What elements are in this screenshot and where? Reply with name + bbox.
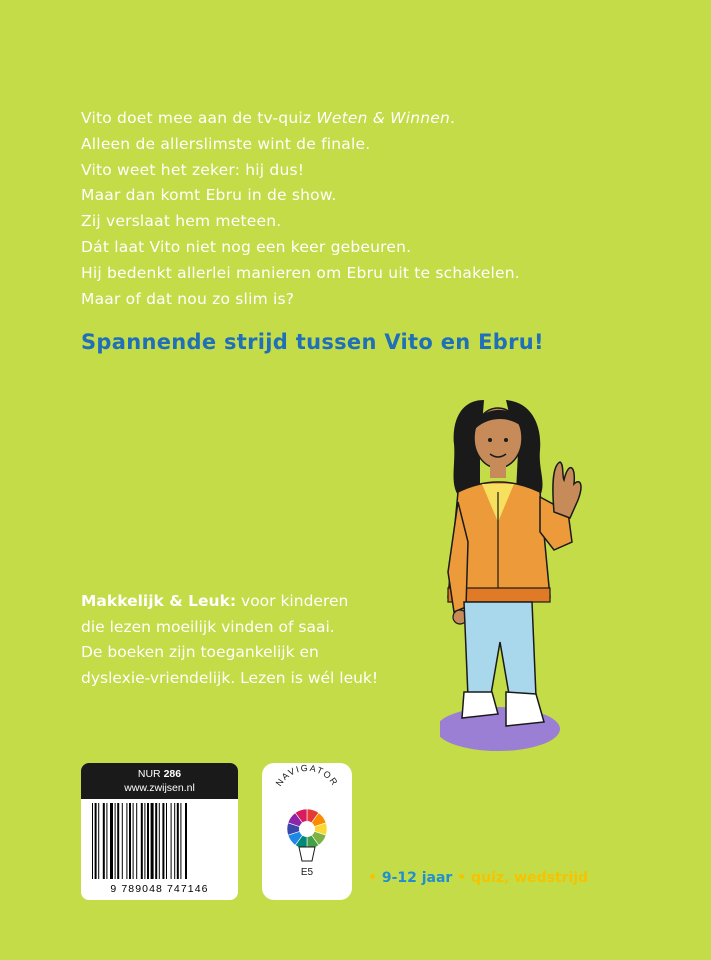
- blurb-line-6: Dát laat Vito niet nog een keer gebeuren.: [81, 237, 412, 256]
- book-meta: [368, 870, 588, 886]
- nur-value: 286: [163, 768, 182, 780]
- age-range: 9-12 jaar: [381, 870, 453, 886]
- girl-illustration: [440, 392, 590, 752]
- quiz-title: Weten & Winnen: [316, 109, 451, 127]
- navigator-level: E5: [300, 867, 314, 878]
- svg-text:NAVIGATOR: [274, 763, 341, 788]
- barcode-header: [81, 763, 238, 799]
- blurb-line-8: Maar of dat nou zo slim is?: [81, 289, 295, 308]
- barcode-icon: [90, 803, 230, 881]
- series-line-4: dyslexie-vriendelijk. Lezen is wél leuk!: [81, 668, 379, 687]
- series-line-2: die lezen moeilijk vinden of saai.: [81, 617, 335, 636]
- blurb-line-7: Hij bedenkt allerlei manieren om Ebru uit te schakelen.: [81, 263, 520, 282]
- tagline: Spannende strijd tussen Vito en Ebru!: [81, 330, 544, 354]
- navigator-label: NAVIGATOR: [273, 763, 341, 789]
- blurb-line-4: Maar dan komt Ebru in de show.: [81, 186, 337, 205]
- blurb-line-2: Alleen de allerslimste wint de finale.: [81, 134, 371, 153]
- series-name: Makkelijk & Leuk:: [81, 592, 237, 610]
- series-description: [81, 589, 378, 691]
- publisher-website: www.zwijsen.nl: [124, 782, 195, 794]
- barcode-box: [81, 763, 238, 900]
- blurb-line-3: Vito weet het zeker: hij dus!: [81, 160, 305, 179]
- bullet-2: •: [457, 870, 467, 886]
- series-line-3: De boeken zijn toegankelijk en: [81, 643, 319, 661]
- navigator-badge: [262, 763, 352, 900]
- blurb-text: [81, 106, 520, 312]
- isbn-number: 9 789048 747146: [110, 883, 209, 895]
- blurb-line-1: Vito doet mee aan de tv-quiz Weten & Winnen.: [81, 109, 456, 127]
- navigator-color-wheel-icon: [262, 763, 352, 900]
- bullet-1: •: [368, 870, 377, 886]
- book-themes: quiz, wedstrijd: [471, 870, 589, 886]
- series-line-1: Makkelijk & Leuk: voor kinderen: [81, 592, 349, 610]
- blurb-line-5: Zij verslaat hem meteen.: [81, 212, 282, 231]
- nur-label: NUR: [137, 768, 161, 780]
